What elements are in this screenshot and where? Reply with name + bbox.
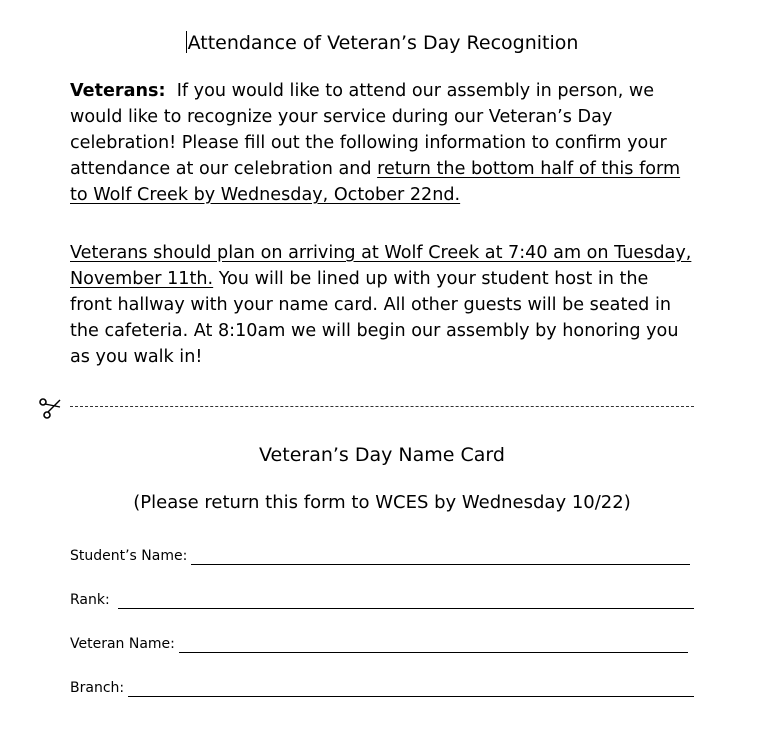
arrival-paragraph [70,240,695,370]
name-card-title: Veteran’s Day Name Card [259,444,505,466]
name-card-subtitle: (Please return this form to WCES by Wednesday 10/22) [133,492,631,513]
veterans-lead: Veterans: [70,81,166,101]
veteran-name-field[interactable] [70,629,694,653]
scissors-icon [38,396,64,420]
page-title [0,30,764,56]
students-name-field[interactable] [70,541,694,565]
arrival-instruction: Veterans should plan on arriving at Wolf Creek at 7:40 am on Tuesday, November 11th. [70,243,692,289]
branch-line[interactable] [128,680,694,697]
veteran-name-line[interactable] [179,636,688,653]
veterans-paragraph-body: If you would like to attend our assembly in person, we would like to recognize your service during our Veteran’s Day celebration! Please fill out the following information to confirm your attendance at our celebration and [70,81,667,179]
return-instruction: return the bottom half of this form to Wolf Creek by Wednesday, October 22nd. [70,159,681,205]
dashed-divider [70,406,694,407]
veteran-name-label: Veteran Name: [70,636,175,652]
arrival-paragraph-body: You will be lined up with your student host in the front hallway with your name card. All other guests will be seated in the cafeteria. At 8:10am we will begin our assembly by honoring you as you walk in! [70,269,679,367]
students-name-line[interactable] [191,548,690,565]
branch-label: Branch: [70,680,125,696]
cut-line [38,396,694,420]
page-title-text: Attendance of Veteran’s Day Recognition [187,32,579,54]
students-name-label: Student’s Name: [70,548,188,564]
rank-label: Rank: [70,592,110,608]
rank-field[interactable] [70,585,694,609]
veterans-paragraph [70,78,695,208]
text-cursor [186,31,187,53]
branch-field[interactable] [70,673,694,697]
rank-line[interactable] [118,592,694,609]
